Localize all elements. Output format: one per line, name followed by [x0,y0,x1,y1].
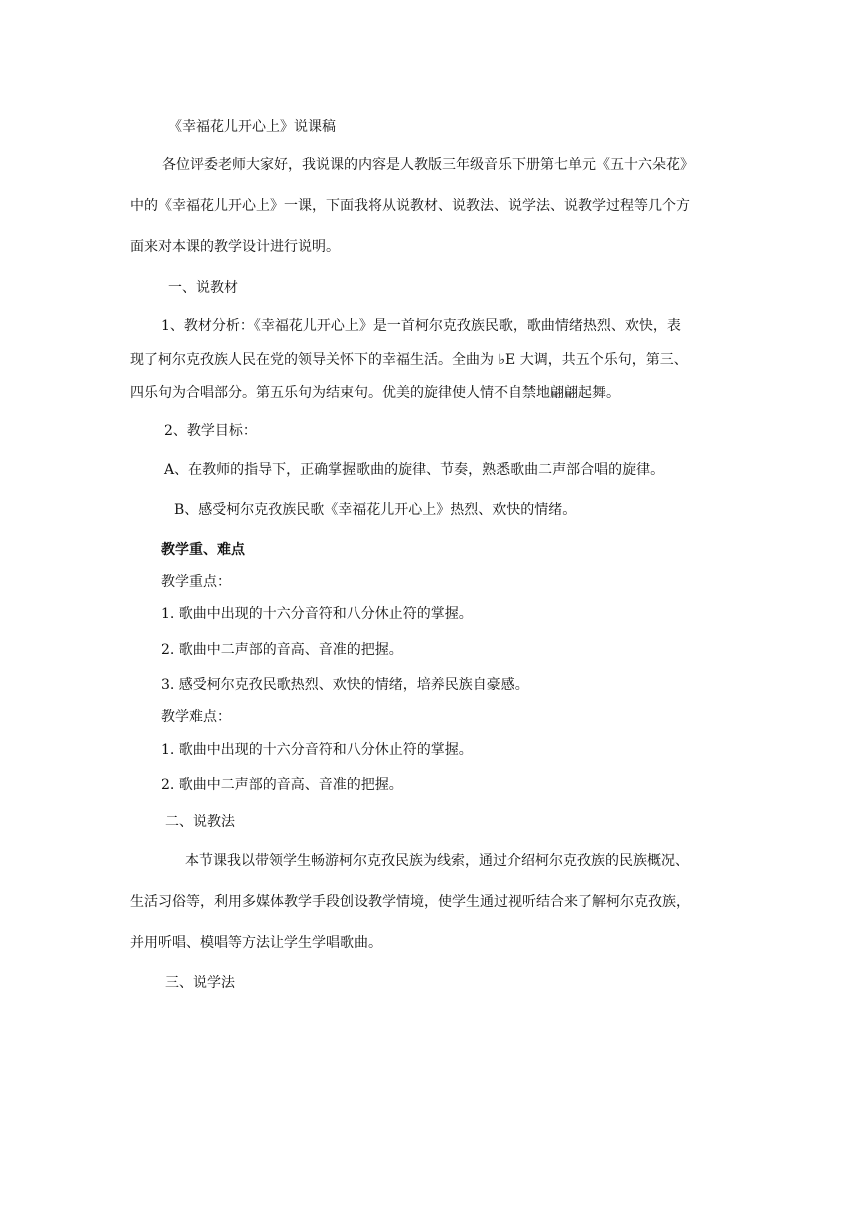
key-point-1: 1. 歌曲中出现的十六分音符和八分休止符的掌握。 [161,606,473,622]
key-points-label: 教学重点： [161,574,231,590]
analysis-line-1: 1、教材分析：《幸福花儿开心上》是一首柯尔克孜族民歌，歌曲情绪热烈、欢快，表 [161,318,681,334]
method-line-3: 并用听唱、模唱等方法让学生学唱歌曲。 [130,935,382,951]
intro-line-3: 面来对本课的教学设计进行说明。 [130,239,340,255]
key-point-2: 2. 歌曲中二声部的音高、音准的把握。 [161,642,403,658]
key-difficult-heading: 教学重、难点 [161,542,245,558]
goal-a: A、在教师的指导下，正确掌握歌曲的旋律、节奏，熟悉歌曲二声部合唱的旋律。 [164,462,665,478]
goals-heading: 2、教学目标： [164,423,257,439]
goal-b: B、感受柯尔克孜族民歌《幸福花儿开心上》热烈、欢快的情绪。 [174,502,577,518]
key-point-3: 3. 感受柯尔克孜民歌热烈、欢快的情绪，培养民族自豪感。 [161,677,529,693]
method-line-1: 本节课我以带领学生畅游柯尔克孜民族为线索，通过介绍柯尔克孜族的民族概况、 [185,853,689,869]
intro-line-1: 各位评委老师大家好，我说课的内容是人教版三年级音乐下册第七单元《五十六朵花》 [162,157,694,173]
difficult-point-1: 1. 歌曲中出现的十六分音符和八分休止符的掌握。 [161,742,473,758]
method-line-2: 生活习俗等，利用多媒体教学手段创设教学情境，使学生通过视听结合来了解柯尔克孜族， [130,894,690,910]
analysis-line-2: 现了柯尔克孜族人民在党的领导关怀下的幸福生活。全曲为 ♭E 大调，共五个乐句，第三、 [130,352,688,368]
section-heading-learning-method: 三、说学法 [165,975,235,991]
intro-line-2: 中的《幸福花儿开心上》一课，下面我将从说教材、说教法、说学法、说教学过程等几个方 [130,198,690,214]
difficult-point-2: 2. 歌曲中二声部的音高、音准的把握。 [161,777,403,793]
analysis-line-3: 四乐句为合唱部分。第五乐句为结束句。优美的旋律使人情不自禁地翩翩起舞。 [130,385,620,401]
section-heading-teaching-material: 一、说教材 [168,280,238,296]
difficult-points-label: 教学难点： [161,709,231,725]
doc-title: 《幸福花儿开心上》说课稿 [168,119,336,135]
section-heading-teaching-method: 二、说教法 [165,814,235,830]
